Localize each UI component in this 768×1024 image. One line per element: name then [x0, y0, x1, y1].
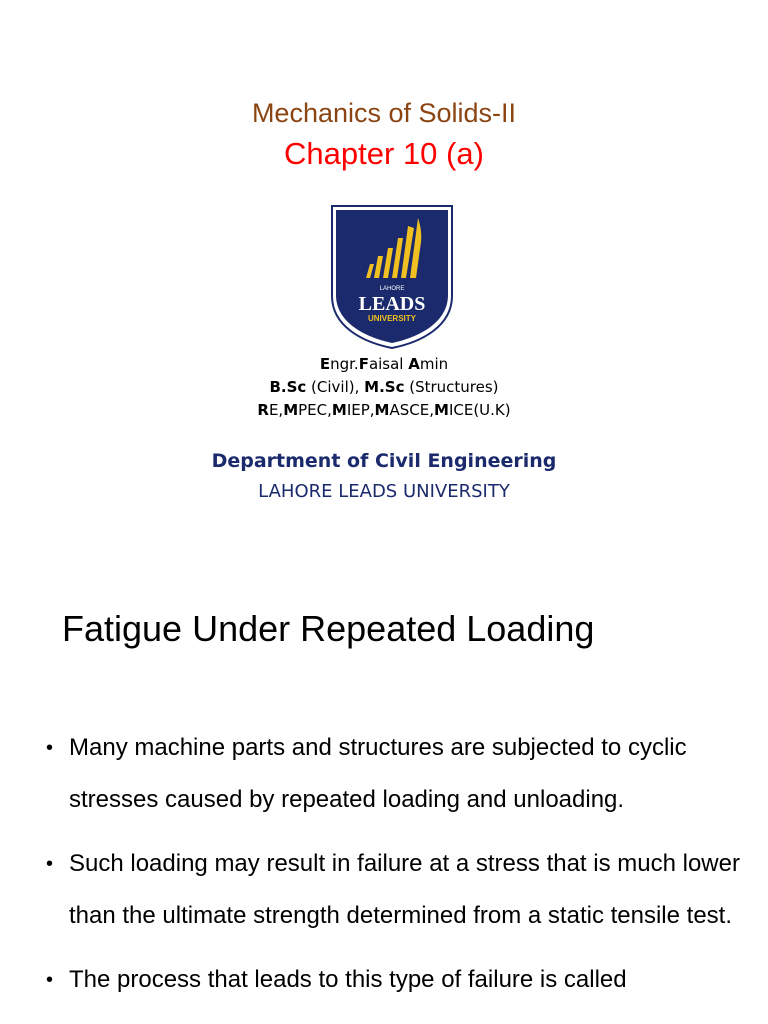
author-memberships — [0, 401, 768, 419]
chapter-title: Chapter 10 (a) — [284, 136, 484, 171]
bullet-text: The process that leads to this type of failure is called — [69, 966, 627, 993]
bold-run: A — [408, 355, 420, 373]
bullet-icon: • — [46, 853, 54, 875]
list-item — [46, 722, 746, 826]
bullet-text: Such loading may result in failure at a stress that is much lower than the ultimate strength determined from a static tensile test. — [69, 850, 740, 929]
bold-run: F — [358, 355, 369, 373]
bullet-text: Many machine parts and structures are subjected to cyclic stresses caused by repeated loading and unloading. — [69, 734, 687, 813]
bold-run: M — [331, 401, 347, 419]
text-run: ngr. — [330, 355, 359, 373]
university-name: LAHORE LEADS UNIVERSITY — [258, 481, 510, 502]
bold-run: M.Sc — [364, 378, 405, 396]
course-title: Mechanics of Solids-II — [251, 98, 517, 128]
logo-sub-text: UNIVERSITY — [367, 314, 417, 323]
university-logo — [330, 204, 454, 350]
text-run: PEC, — [298, 401, 332, 419]
text-run: ASCE, — [389, 401, 434, 419]
logo-main-text: LEADS — [358, 293, 426, 315]
logo-shield — [336, 210, 448, 343]
bold-run: M — [374, 401, 390, 419]
bullet-icon: • — [46, 969, 54, 991]
list-item — [46, 838, 746, 942]
bold-run: B.Sc — [269, 378, 307, 396]
author-degrees — [0, 378, 768, 396]
logo-top-text: LAHORE — [379, 286, 405, 292]
bold-run: M — [434, 401, 449, 419]
bold-run: R — [257, 401, 269, 419]
slide-title: Fatigue Under Repeated Loading — [62, 608, 595, 649]
bullet-list — [46, 722, 746, 1018]
text-run: aisal — [368, 355, 409, 373]
text-run: (Structures) — [404, 378, 499, 396]
bullet-icon: • — [46, 737, 54, 759]
bold-run: E — [319, 355, 331, 373]
text-run: IEP, — [346, 401, 375, 419]
text-run: (Civil), — [306, 378, 365, 396]
author-name — [0, 355, 768, 373]
text-run: min — [419, 355, 449, 373]
list-item — [46, 954, 746, 1006]
department-name: Department of Civil Engineering — [211, 450, 557, 472]
bold-run: M — [283, 401, 299, 419]
text-run: ICE(U.K) — [448, 401, 511, 419]
text-run: E, — [268, 401, 284, 419]
